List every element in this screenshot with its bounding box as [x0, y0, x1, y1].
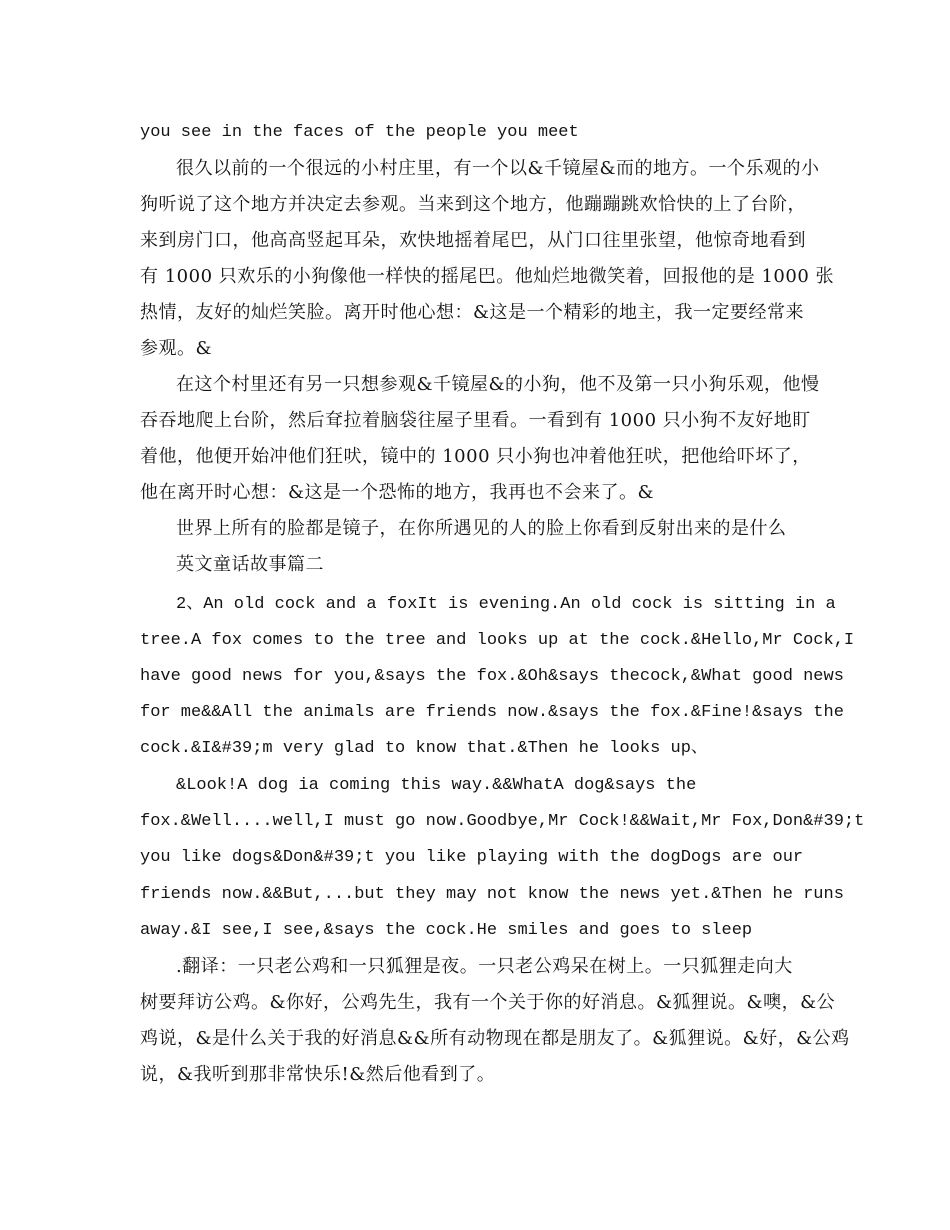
- section-title: 英文童话故事篇二: [176, 554, 324, 575]
- moral-line: 世界上所有的脸都是镜子，在你所遇见的人的脸上你看到反射出来的是什么: [176, 518, 787, 539]
- intro-line: you see in the faces of the people you meet: [140, 123, 579, 142]
- story2-para1-line: 2、An old cock and a foxIt is evening.An old cock is sitting in a: [176, 595, 836, 614]
- story2-para2-line: you like dogs&Don&#39;t you like playing with the dogDogs are our: [140, 848, 804, 867]
- story1-para2-line: 吞吞地爬上台阶，然后耷拉着脑袋往屋子里看。一看到有 1000 只小狗不友好地盯: [140, 410, 811, 431]
- story2-para2-line: fox.&Well....well,I must go now.Goodbye,Mr Cock!&&Wait,Mr Fox,Don&#39;t: [140, 812, 865, 831]
- story1-para1-line: 有 1000 只欢乐的小狗像他一样快的摇尾巴。他灿烂地微笑着，回报他的是 1000 张: [140, 266, 835, 287]
- story1-para1-line: 热情，友好的灿烂笑脸。离开时他心想：&这是一个精彩的地主，我一定要经常来: [140, 302, 805, 323]
- story2-para2-line: away.&I see,I see,&says the cock.He smiles and goes to sleep: [140, 921, 753, 940]
- story1-para2-line: 在这个村里还有另一只想参观&千镜屋&的小狗，他不及第一只小狗乐观，他慢: [176, 374, 820, 395]
- story1-para1-line: 很久以前的一个很远的小村庄里，有一个以&千镜屋&而的地方。一个乐观的小: [176, 158, 820, 179]
- story2-para1-line: for me&&All the animals are friends now.&says the fox.&Fine!&says the: [140, 703, 844, 722]
- translation-line: 说，&我听到那非常快乐!&然后他看到了。: [140, 1064, 496, 1085]
- story1-para1-line: 狗听说了这个地方并决定去参观。当来到这个地方，他蹦蹦跳欢恰快的上了台阶，: [140, 194, 806, 215]
- story1-para1-line: 来到房门口，他高高竖起耳朵，欢快地摇着尾巴，从门口往里张望，他惊奇地看到: [140, 230, 806, 251]
- translation-line: 树要拜访公鸡。&你好，公鸡先生，我有一个关于你的好消息。&狐狸说。&噢，&公: [140, 992, 836, 1013]
- story2-para1-line: tree.A fox comes to the tree and looks up at the cock.&Hello,Mr Cock,I: [140, 631, 855, 650]
- story2-para2-line: &Look!A dog ia coming this way.&&WhatA dog&says the: [176, 776, 697, 795]
- story2-para1-line: have good news for you,&says the fox.&Oh&says thecock,&What good news: [140, 667, 844, 686]
- story1-para2-line: 着他，他便开始冲他们狂吠，镜中的 1000 只小狗也冲着他狂吠，把他给吓坏了，: [140, 446, 811, 467]
- story1-para1-line: 参观。&: [140, 338, 213, 359]
- translation-line: 鸡说，&是什么关于我的好消息&&所有动物现在都是朋友了。&狐狸说。&好，&公鸡: [140, 1028, 850, 1049]
- story1-para2-line: 他在离开时心想：&这是一个恐怖的地方，我再也不会来了。&: [140, 482, 655, 503]
- story2-para1-line: cock.&I&#39;m very glad to know that.&Then he looks up、: [140, 739, 708, 758]
- story2-para2-line: friends now.&&But,...but they may not know the news yet.&Then he runs: [140, 885, 844, 904]
- translation-line: .翻译：一只老公鸡和一只狐狸是夜。一只老公鸡呆在树上。一只狐狸走向大: [176, 956, 793, 977]
